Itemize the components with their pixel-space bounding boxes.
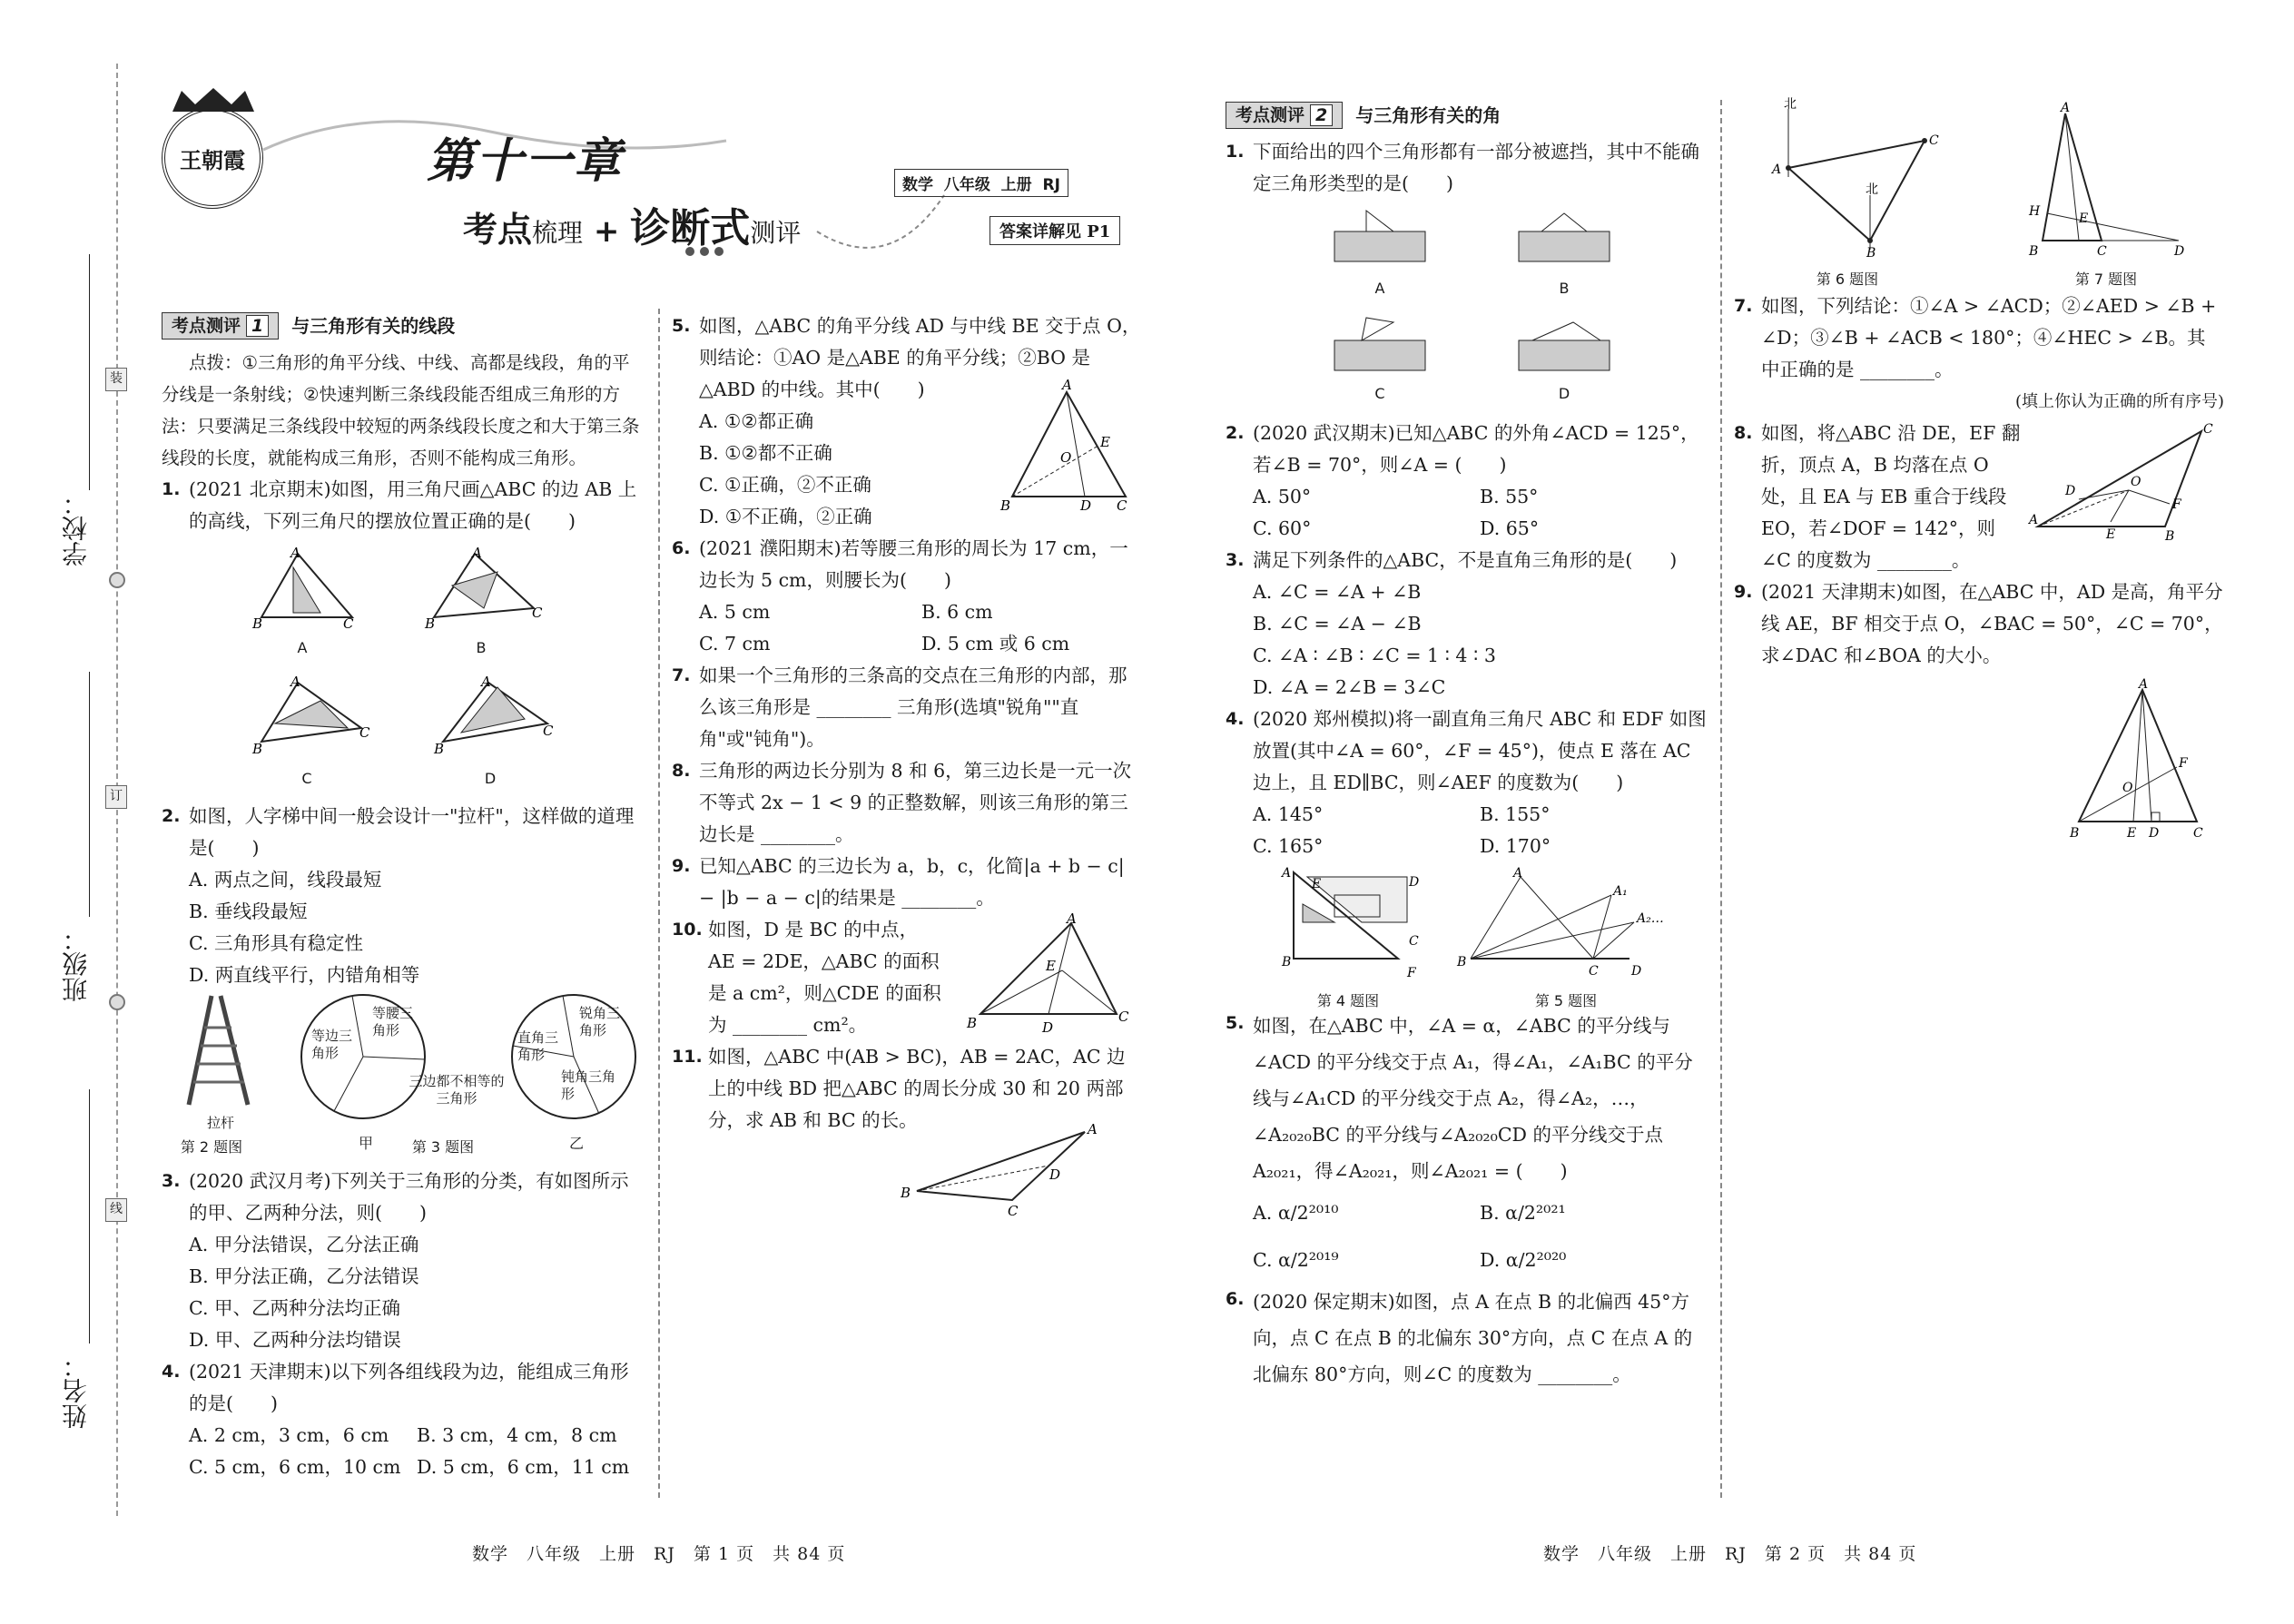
svg-text:H: H xyxy=(2029,204,2041,219)
logo-seal xyxy=(162,107,263,209)
option: D. 甲、乙两种分法均错误 xyxy=(189,1329,401,1351)
option: C. 7 cm xyxy=(699,633,771,655)
hidden-triangle-b xyxy=(1514,209,1614,263)
pie-b-label: 钝角三角形 xyxy=(561,1068,616,1102)
section-heading: 考点梳理 + 诊断式测评 xyxy=(463,205,802,251)
option: D. ∠A = 2∠B = 3∠C xyxy=(1253,676,1446,698)
svg-text:D: D xyxy=(1042,1019,1054,1036)
class-blank xyxy=(89,672,90,917)
option: B. 55° xyxy=(1480,486,1539,507)
figure-caption: 第 6 题图 xyxy=(1816,271,1879,288)
option: A. 两点之间，线段最短 xyxy=(189,869,382,891)
name-label: 姓名： xyxy=(61,1353,91,1429)
svg-text:D: D xyxy=(2065,484,2076,498)
svg-text:B: B xyxy=(425,615,436,632)
option: C. ∠A ∶ ∠B ∶ ∠C = 1 ∶ 4 ∶ 3 xyxy=(1253,645,1496,666)
svg-text:C: C xyxy=(2193,826,2203,841)
svg-text:E: E xyxy=(1100,434,1110,450)
option: B. 155° xyxy=(1480,803,1551,825)
question-8: 8. 三角形的两边长分别为 8 和 6，第三边长是一元一次不等式 2x − 1 < 9 的正整数解，则该三角形的第三边长是 ________。 xyxy=(672,760,1132,845)
svg-text:B: B xyxy=(252,741,263,757)
ring-icon xyxy=(109,572,125,588)
svg-text:C: C xyxy=(1118,1009,1129,1025)
option-label: D xyxy=(1558,385,1570,402)
svg-text:C: C xyxy=(2203,422,2213,437)
section-header xyxy=(1226,100,1707,131)
column-1 xyxy=(162,310,645,1483)
subject-meta: 数学 八年级 上册 RJ xyxy=(894,169,1068,197)
binding-mark-3: 线 xyxy=(105,1198,127,1222)
svg-text:A: A xyxy=(1282,866,1292,881)
svg-text:E: E xyxy=(1312,877,1322,891)
svg-text:B: B xyxy=(1866,246,1876,261)
svg-text:E: E xyxy=(2079,212,2089,226)
ladder-figure xyxy=(184,991,257,1109)
question-3: 3. (2020 武汉月考)下列关于三角形的分类，有如图所示的甲、乙两种分法，则( ) xyxy=(162,1170,629,1224)
heading-part-3: 诊断式 xyxy=(630,205,751,251)
question-9: 9. 已知△ABC 的三边长为 a，b，c，化简|a + b − c| − |b − a − c|的结果是 ________。 xyxy=(672,855,1125,909)
section-title: 与三角形有关的线段 xyxy=(291,314,456,337)
pie-a-name: 甲 xyxy=(358,1135,373,1152)
option: C. 165° xyxy=(1253,835,1324,857)
page-footer-right: 数学 八年级 上册 RJ 第 2 页 共 84 页 xyxy=(1543,1544,1917,1564)
option: D. α/2²⁰²⁰ xyxy=(1480,1249,1567,1271)
option: A. 145° xyxy=(1253,803,1324,825)
bisector-chain-figure xyxy=(1457,868,1675,977)
question-5: 5. 如图，在△ABC 中，∠A = α，∠ABC 的平分线与∠ACD 的平分线交于点 A₁，得∠A₁，∠A₁BC 的平分线与∠A₁CD 的平分线交于点 A₂，得∠A₂，…，∠A₂₀₂₀BC 的平分线与∠A₂₀₂₀CD 的平分线交于点 A₂₀₂₁，得∠A₂₀₂₁，则∠A₂₀₂₁ = ( ) xyxy=(1226,1013,1693,1182)
svg-text:D: D xyxy=(1409,875,1420,890)
svg-text:F: F xyxy=(1407,966,1416,980)
option-label: C xyxy=(1374,385,1385,402)
svg-text:B: B xyxy=(2070,826,2080,841)
q10-triangle-figure xyxy=(962,910,1144,1041)
pie-a-label: 等腰三角形 xyxy=(372,1005,414,1038)
option: B. ∠C = ∠A − ∠B xyxy=(1253,613,1422,635)
svg-text:北: 北 xyxy=(1866,182,1878,197)
question-7: 7. 如图，下列结论：①∠A > ∠ACD；②∠AED > ∠B + ∠D；③∠B + ∠ACB < 180°；④∠HEC > ∠B。其中正确的是 ________。 xyxy=(1734,295,2217,380)
ladder-label: 拉杆 xyxy=(206,1115,234,1131)
svg-text:O: O xyxy=(2122,781,2133,795)
school-blank xyxy=(89,254,90,490)
svg-text:E: E xyxy=(1046,958,1056,974)
svg-text:B: B xyxy=(1000,497,1011,514)
option: D. 两直线平行，内错角相等 xyxy=(189,964,420,986)
answer-reference: 答案详解见 P1 xyxy=(989,216,1120,245)
figure-caption: 第 4 题图 xyxy=(1316,992,1380,1009)
q5-options xyxy=(1226,1189,1707,1284)
tip-text: 点拨：①三角形的角平分线、中线、高都是线段，角的平分线是一条射线；②快速判断三条线段能否组成三角形的方法：只要满足三条线段中较短的两条线段长度之和大于第三条线段的长度，就能构成三角形，否则不能构成三角形。 xyxy=(162,352,640,468)
q1-figures xyxy=(1226,200,1707,418)
section-tag: 考点测评 1 xyxy=(162,312,279,340)
question-2: 2. (2020 武汉期末)已知△ABC 的外角∠ACD = 125°，若∠B = 70°，则∠A = ( ) xyxy=(1226,422,1699,476)
option: B. α/2²⁰²¹ xyxy=(1480,1202,1566,1224)
svg-text:B: B xyxy=(901,1185,911,1201)
svg-text:A: A xyxy=(290,545,300,561)
svg-text:B: B xyxy=(2029,244,2039,259)
option: C. ①正确，②不正确 xyxy=(699,474,871,496)
svg-text:A: A xyxy=(290,674,300,690)
question-8-block xyxy=(1734,418,2224,576)
q3-options xyxy=(1226,576,1707,704)
pie-a-label: 三边都不相等的三角形 xyxy=(409,1073,505,1107)
option: A. 2 cm，3 cm，6 cm xyxy=(189,1424,389,1446)
svg-text:A₁: A₁ xyxy=(1613,884,1628,899)
svg-text:A: A xyxy=(1513,866,1523,881)
column-divider xyxy=(658,309,660,1498)
question-1: 1. (2021 北京期末)如图，用三角尺画△ABC 的边 AB 上的高线，下列三角尺的摆放位置正确的是( ) xyxy=(162,478,637,532)
q4-q5-figures xyxy=(1226,862,1707,1008)
school-label: 学校： xyxy=(61,490,91,566)
q7-note: (填上你认为正确的所有序号) xyxy=(2014,392,2224,411)
svg-text:A: A xyxy=(2061,101,2071,115)
question-6: 6. (2020 保定期末)如图，点 A 在点 B 的北偏西 45°方向，点 C 在点 B 的北偏东 30°方向，点 C 在点 A 的北偏东 80°方向，则∠C 的度数为 ________。 xyxy=(1226,1289,1693,1385)
svg-text:D: D xyxy=(2174,244,2185,259)
svg-text:B: B xyxy=(1282,955,1292,969)
svg-text:F: F xyxy=(2172,497,2181,512)
page-footer-left: 数学 八年级 上册 RJ 第 1 页 共 84 页 xyxy=(472,1544,846,1564)
svg-text:E: E xyxy=(2127,826,2137,841)
question-6: 6. (2021 濮阳期末)若等腰三角形的周长为 17 cm，一边长为 5 cm，则腰长为( ) xyxy=(672,537,1128,591)
q3-options xyxy=(162,1229,645,1356)
hidden-triangle-c xyxy=(1330,313,1430,372)
q5-triangle-figure xyxy=(999,379,1135,515)
question-1: 1. 下面给出的四个三角形都有一部分被遮挡，其中不能确定三角形类型的是( ) xyxy=(1226,141,1699,194)
option-label: D xyxy=(484,770,497,787)
svg-text:C: C xyxy=(359,724,370,741)
question-10-block xyxy=(672,910,1144,1041)
svg-text:D: D xyxy=(1049,1166,1061,1183)
svg-text:B: B xyxy=(2165,529,2175,544)
question-4: 4. (2020 郑州模拟)将一副直角三角尺 ABC 和 EDF 如图放置(其中∠A = 60°，∠F = 45°)，使点 E 落在 AC 边上，且 ED∥BC，则∠AEF 的度数为( ) xyxy=(1226,708,1707,793)
hidden-triangle-d xyxy=(1514,313,1614,372)
pie-b-name: 乙 xyxy=(568,1135,584,1152)
q2-options xyxy=(1226,481,1707,545)
option: A. ∠C = ∠A + ∠B xyxy=(1253,581,1422,603)
fold-triangle-figure xyxy=(2029,422,2213,544)
triangle-ruler-figure-c xyxy=(252,674,370,760)
column-4 xyxy=(1734,97,2224,844)
svg-text:C: C xyxy=(343,615,354,632)
svg-text:A₂…: A₂… xyxy=(1637,911,1664,926)
logo-text: 王朝霞 xyxy=(180,146,245,173)
column-divider xyxy=(1720,100,1722,1498)
svg-text:A: A xyxy=(2029,513,2039,527)
svg-text:C: C xyxy=(1117,497,1127,514)
option: B. ①②都不正确 xyxy=(699,442,832,464)
question-5: 5. 如图，△ABC 的角平分线 AD 与中线 BE 交于点 O，则结论：①AO 是△ABE 的角平分线；②BO 是△ABD 的中线。其中( ) xyxy=(672,315,1141,400)
question-11: 11. 如图，△ABC 中(AB > BC)，AB = 2AC，AC 边上的中线 BD 把△ABC 的周长分成 30 和 20 两部分，求 AB 和 BC 的长。 xyxy=(672,1046,1126,1131)
svg-text:北: 北 xyxy=(1784,97,1797,112)
question-9: 9. (2021 天津期末)如图，在△ABC 中，AD 是高，角平分线 AE，BF 相交于点 O，∠BAC = 50°，∠C = 70°，求∠DAC 和∠BOA 的大小。 xyxy=(1734,581,2223,666)
option: B. 3 cm，4 cm，8 cm xyxy=(417,1424,617,1446)
option-label: C xyxy=(301,770,312,787)
triangle-ruler-figure-b xyxy=(425,545,543,631)
option: C. 60° xyxy=(1253,517,1312,539)
binding-mark-2: 订 xyxy=(105,785,127,809)
heading-part-4: 测评 xyxy=(750,218,802,248)
q5-options xyxy=(672,377,1144,533)
bearing-figure xyxy=(1752,97,1961,261)
section-header xyxy=(162,310,645,341)
svg-text:A: A xyxy=(1088,1121,1098,1137)
logo-crown-icon xyxy=(168,86,259,113)
svg-text:D: D xyxy=(2149,826,2160,841)
svg-text:O: O xyxy=(2131,475,2141,489)
section-title: 与三角形有关的角 xyxy=(1355,103,1501,126)
question-2: 2. 如图，人字梯中间一般会设计一"拉杆"，这样做的道理是( ) xyxy=(162,805,635,859)
svg-text:A: A xyxy=(1067,910,1077,927)
option: D. 65° xyxy=(1480,517,1540,539)
triangle-ruler-figure-d xyxy=(434,674,552,760)
svg-text:A: A xyxy=(472,545,482,561)
svg-text:E: E xyxy=(2106,527,2116,542)
pie-b-label: 直角三角形 xyxy=(517,1029,559,1063)
q6-q7-figures xyxy=(1734,97,2224,290)
question-7: 7. 如果一个三角形的三条高的交点在三角形的内部，那么该三角形是 ________ 三角形(选填"锐角""直角"或"钝角")。 xyxy=(672,664,1127,750)
svg-text:B: B xyxy=(967,1015,978,1031)
hidden-triangle-a xyxy=(1330,209,1430,263)
q1-figures xyxy=(162,537,645,801)
option: D. 5 cm，6 cm，11 cm xyxy=(417,1456,630,1478)
column-2 xyxy=(672,310,1144,1219)
svg-text:D: D xyxy=(1631,964,1642,979)
option: D. 5 cm 或 6 cm xyxy=(921,633,1070,655)
svg-text:B: B xyxy=(434,741,445,757)
svg-text:C: C xyxy=(532,605,543,621)
option: A. 50° xyxy=(1253,486,1312,507)
svg-text:B: B xyxy=(1457,955,1467,969)
option: A. α/2²⁰¹⁰ xyxy=(1253,1202,1339,1224)
q6-options xyxy=(672,596,1144,660)
q11-triangle-figure xyxy=(899,1123,1108,1223)
figure-caption: 第 5 题图 xyxy=(1534,992,1598,1009)
chapter-title: 第十一章 xyxy=(427,134,624,189)
pie-a-label: 等边三角形 xyxy=(311,1028,353,1061)
pie-b-label: 锐角三角形 xyxy=(579,1005,621,1038)
svg-text:C: C xyxy=(1589,964,1599,979)
name-blank xyxy=(89,1089,90,1343)
option-label: B xyxy=(1559,280,1570,297)
option: A. 甲分法错误，乙分法正确 xyxy=(189,1234,419,1255)
figure-caption: 第 2 题图 xyxy=(180,1138,243,1156)
option-label: A xyxy=(1374,280,1385,297)
svg-text:D: D xyxy=(1080,497,1092,514)
column-3 xyxy=(1226,100,1707,1393)
option-label: A xyxy=(297,639,308,656)
svg-text:C: C xyxy=(543,723,554,739)
option: D. ①不正确，②正确 xyxy=(699,506,872,527)
option: A. ①②都正确 xyxy=(699,410,814,432)
question-4: 4. (2021 天津期末)以下列各组线段为边，能组成三角形的是( ) xyxy=(162,1361,629,1414)
option: C. 三角形具有稳定性 xyxy=(189,932,363,954)
section-tag: 考点测评 2 xyxy=(1226,102,1343,129)
svg-text:B: B xyxy=(252,615,263,632)
figure-caption: 第 3 题图 xyxy=(411,1138,475,1156)
option: B. 甲分法正确，乙分法错误 xyxy=(189,1265,419,1287)
figure-caption: 第 7 题图 xyxy=(2074,271,2138,288)
q2-options xyxy=(162,864,645,991)
svg-text:A: A xyxy=(2139,677,2149,692)
option: D. 170° xyxy=(1480,835,1551,857)
svg-text:C: C xyxy=(1008,1203,1019,1219)
option: B. 6 cm xyxy=(921,601,993,623)
option: C. 5 cm，6 cm，10 cm xyxy=(189,1456,401,1478)
option-label: B xyxy=(476,639,487,656)
option: A. 5 cm xyxy=(699,601,771,623)
q4-options xyxy=(162,1420,645,1483)
option: C. 甲、乙两种分法均正确 xyxy=(189,1297,400,1319)
q7-triangle-figure xyxy=(2024,101,2197,259)
svg-text:C: C xyxy=(1409,934,1419,949)
class-label: 班级： xyxy=(61,926,91,1002)
svg-text:C: C xyxy=(1929,133,1939,148)
question-10: 10. 如图，D 是 BC 的中点，AE = 2DE，△ABC 的面积是 a cm²，则△CDE 的面积为 ________ cm²。 xyxy=(672,919,941,1036)
binding-mark-1: 装 xyxy=(105,368,127,391)
q9-triangle-figure xyxy=(2070,677,2206,844)
set-square-figure xyxy=(1280,866,1425,980)
svg-text:A: A xyxy=(1062,377,1072,393)
heading-part-2: 梳理 xyxy=(532,218,584,248)
question-8: 8. 如图，将△ABC 沿 DE，EF 翻折，顶点 A，B 均落在点 O 处，且 EA 与 EB 重合于线段 EO，若∠DOF = 142°，则∠C 的度数为 ________。 xyxy=(1734,422,2021,571)
svg-text:C: C xyxy=(2097,244,2107,259)
q4-options xyxy=(1226,799,1707,862)
heading-part-1: 考点 xyxy=(463,210,533,250)
svg-text:A: A xyxy=(1772,162,1782,177)
svg-text:O: O xyxy=(1060,449,1072,466)
question-3: 3. 满足下列条件的△ABC，不是直角三角形的是( ) xyxy=(1226,549,1678,571)
option: B. 垂线段最短 xyxy=(189,901,308,922)
svg-text:F: F xyxy=(2179,756,2188,771)
ring-icon xyxy=(109,994,125,1010)
triangle-ruler-figure-a xyxy=(252,545,361,631)
option: C. α/2²⁰¹⁹ xyxy=(1253,1249,1339,1271)
svg-text:A: A xyxy=(481,674,491,690)
